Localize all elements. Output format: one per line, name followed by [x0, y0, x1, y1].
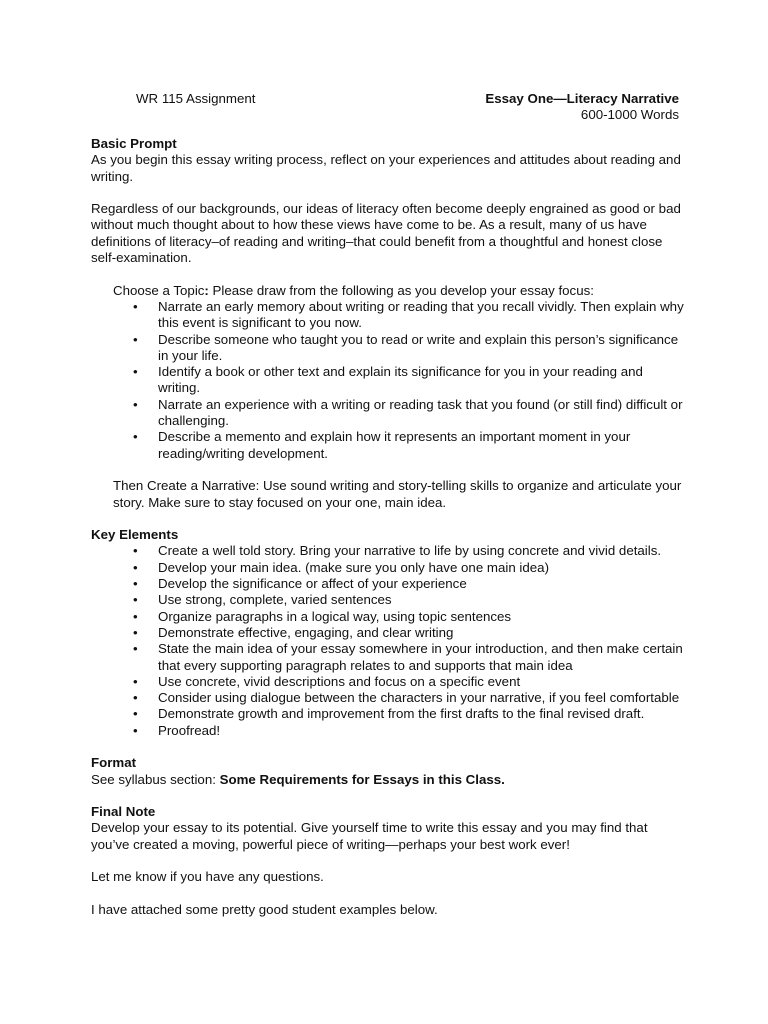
document-header	[91, 91, 679, 125]
choose-topic-label: Choose a Topic	[113, 282, 205, 298]
key-element-item: • Organize paragraphs in a logical way, using topic sentences	[91, 609, 686, 625]
document-body	[91, 136, 686, 918]
basic-prompt-heading: Basic Prompt	[91, 136, 177, 151]
key-element-item: • Consider using dialogue between the characters in your narrative, if you feel comfortable	[91, 690, 686, 706]
topic-list	[91, 299, 686, 462]
key-element-item: • Use strong, complete, varied sentences	[91, 592, 686, 608]
topic-item: • Identify a book or other text and explain its significance for you in your reading and writing.	[91, 364, 686, 397]
choose-topic-intro	[91, 283, 686, 299]
basic-prompt-paragraph-2: Regardless of our backgrounds, our ideas of literacy often become deeply engrained as good or bad without much thought about to how these views have come to be. As a result, many of us have definitions of literacy–of reading and writing–that could benefit from a thoughtful and honest close self-examination.	[91, 201, 681, 266]
key-element-item: • Create a well told story. Bring your narrative to life by using concrete and vivid details.	[91, 543, 686, 559]
key-element-item: • State the main idea of your essay somewhere in your introduction, and then make certain that every supporting paragraph relates to and supports that main idea	[91, 641, 686, 674]
choose-topic-text: Please draw from the following as you develop your essay focus:	[208, 282, 594, 298]
create-narrative-paragraph: Then Create a Narrative: Use sound writing and story-telling skills to organize and articulate your story. Make sure to stay focused on your one, main idea.	[113, 478, 682, 510]
key-element-item: • Demonstrate effective, engaging, and clear writing	[91, 625, 686, 641]
essay-heading-block	[485, 91, 679, 124]
key-element-item: • Proofread!	[91, 723, 686, 739]
final-note-heading: Final Note	[91, 804, 156, 820]
key-element-item: • Develop the significance or affect of your experience	[91, 576, 686, 592]
format-prefix: See syllabus section:	[91, 771, 220, 787]
topic-item: • Narrate an early memory about writing or reading that you recall vividly. Then explain why this event is significant to you now.	[91, 299, 686, 332]
format-section-name: Some Requirements for Essays in this Class.	[219, 771, 505, 787]
topic-item: • Describe a memento and explain how it represents an important moment in your reading/writing development.	[91, 429, 686, 462]
key-element-item: • Use concrete, vivid descriptions and focus on a specific event	[91, 674, 686, 690]
course-label: WR 115 Assignment	[136, 91, 256, 106]
format-heading: Format	[91, 755, 137, 771]
final-note-paragraph-1: Develop your essay to its potential. Give yourself time to write this essay and you may find that you’ve created a moving, powerful piece of writing—perhaps your best work ever!	[91, 820, 648, 852]
key-elements-list	[91, 543, 686, 739]
basic-prompt-paragraph-1: As you begin this essay writing process, reflect on your experiences and attitudes about reading and writing.	[91, 152, 681, 184]
essay-title: Essay One—Literacy Narrative	[485, 91, 679, 106]
final-note-paragraph-3: I have attached some pretty good student examples below.	[91, 901, 438, 917]
topic-item: • Describe someone who taught you to read or write and explain this person’s significance in your life.	[91, 332, 686, 365]
key-element-item: • Develop your main idea. (make sure you only have one main idea)	[91, 560, 686, 576]
key-elements-heading: Key Elements	[91, 527, 179, 543]
format-paragraph	[91, 772, 686, 788]
topic-item: • Narrate an experience with a writing or reading task that you found (or still find) difficult or challenging.	[91, 397, 686, 430]
final-note-paragraph-2: Let me know if you have any questions.	[91, 869, 324, 885]
word-count: 600-1000 Words	[580, 107, 679, 123]
key-element-item: • Demonstrate growth and improvement from the first drafts to the final revised draft.	[91, 706, 686, 722]
choose-topic-colon: :	[204, 282, 209, 298]
